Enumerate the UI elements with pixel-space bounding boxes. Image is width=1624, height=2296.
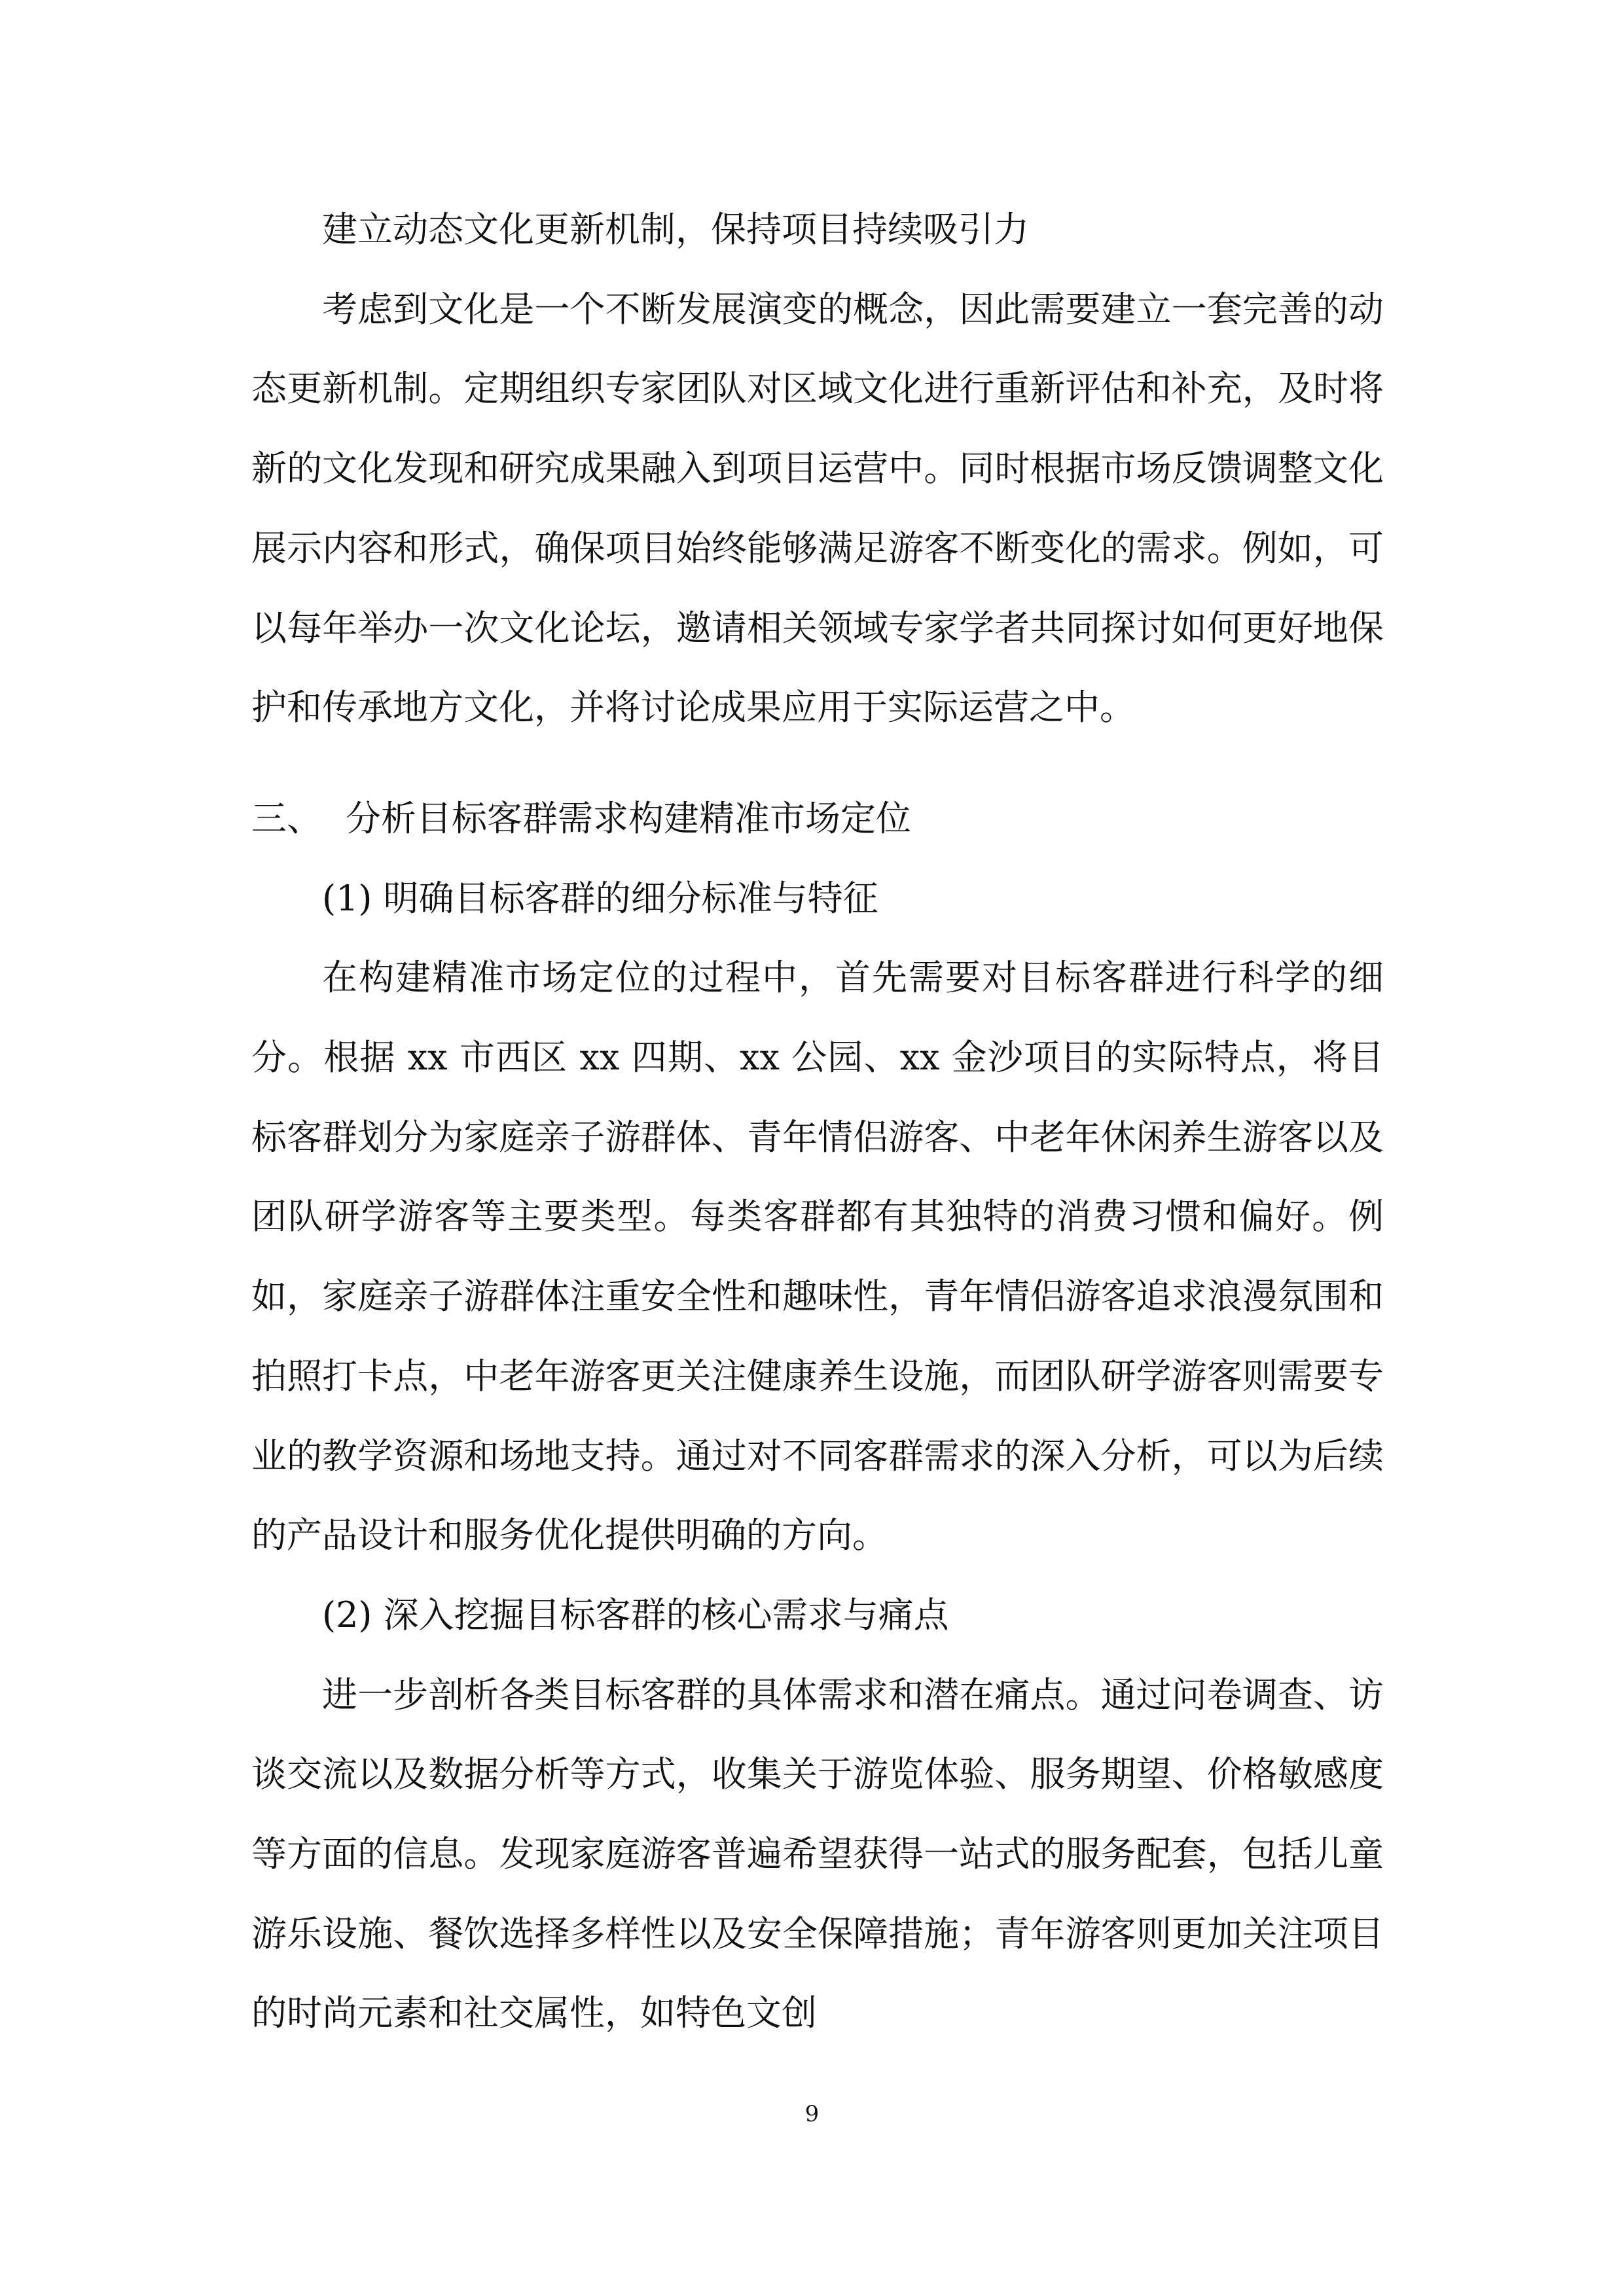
intro-heading: 建立动态文化更新机制，保持项目持续吸引力 bbox=[322, 209, 1029, 250]
section-number: 三、 bbox=[251, 797, 322, 839]
subsection-paragraph-2: 进一步剖析各类目标客群的具体需求和潜在痛点。通过问卷调查、访谈交流以及数据分析等方式，收集关于游览体验、服务期望、价格敏感度等方面的信息。发现家庭游客普遍希望获得一站式的服务配套，包括儿童游乐设施、餐饮选择多样性以及安全保障措施；青年游客则更加关注项目的时尚元素和社交属性，如特色文创 bbox=[251, 1674, 1384, 2034]
page-number: 9 bbox=[804, 2101, 820, 2127]
subsection-heading-1: (1) 明确目标客群的细分标准与特征 bbox=[322, 877, 878, 919]
subsection-heading-2: (2) 深入挖掘目标客群的核心需求与痛点 bbox=[322, 1594, 949, 1636]
section-title: 分析目标客群需求构建精准市场定位 bbox=[346, 797, 911, 839]
intro-paragraph: 考虑到文化是一个不断发展演变的概念，因此需要建立一套完善的动态更新机制。定期组织专家团队对区域文化进行重新评估和补充，及时将新的文化发现和研究成果融入到项目运营中。同时根据市场反馈调整文化展示内容和形式，确保项目始终能够满足游客不断变化的需求。例如，可以每年举办一次文化论坛，邀请相关领域专家学者共同探讨如何更好地保护和传承地方文化，并将讨论成果应用于实际运营之中。 bbox=[251, 288, 1384, 728]
page-content bbox=[251, 190, 1384, 2053]
section-heading bbox=[251, 779, 1384, 859]
subsection-paragraph-1: 在构建精准市场定位的过程中，首先需要对目标客群进行科学的细分。根据 xx 市西区 xx 四期、xx 公园、xx 金沙项目的实际特点，将目标客群划分为家庭亲子游群体、青年情侣游客、中老年休闲养生游客以及团队研学游客等主要类型。每类客群都有其独特的消费习惯和偏好。例如，家庭亲子游群体注重安全性和趣味性，青年情侣游客追求浪漫氛围和拍照打卡点，中老年游客更关注健康养生设施，而团队研学游客则需要专业的教学资源和场地支持。通过对不同客群需求的深入分析，可以为后续的产品设计和服务优化提供明确的方向。 bbox=[251, 957, 1384, 1556]
